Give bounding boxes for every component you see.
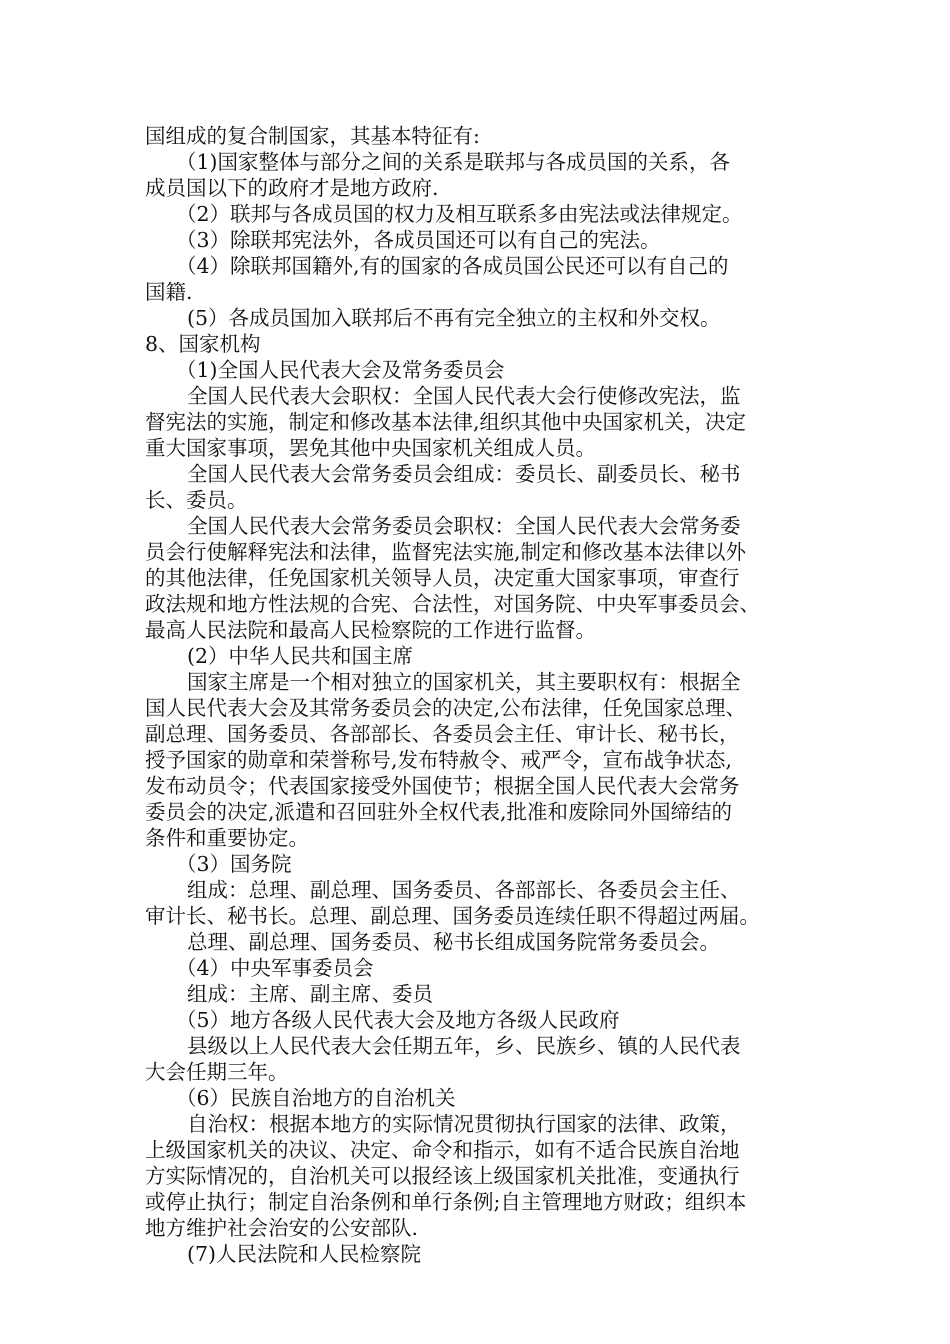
subsection-heading: （5）地方各级人民代表大会及地方各级人民政府 bbox=[176, 1008, 620, 1032]
text-line: 重大国家事项，罢免其他中央国家机关组成人员。 bbox=[145, 436, 596, 460]
text-line: （2）联邦与各成员国的权力及相互联系多由宪法或法律规定。 bbox=[176, 202, 743, 226]
subsection-heading: (7)人民法院和人民检察院 bbox=[187, 1242, 422, 1266]
text-line: 方实际情况的，自治机关可以报经该上级国家机关批准，变通执行 bbox=[145, 1164, 740, 1188]
text-line: 条件和重要协定。 bbox=[145, 826, 309, 850]
text-line: （3）除联邦宪法外，各成员国还可以有自己的宪法。 bbox=[176, 228, 661, 252]
section-heading: 8、国家机构 bbox=[145, 332, 261, 356]
text-line: （4）除联邦国籍外,有的国家的各成员国公民还可以有自己的 bbox=[176, 254, 729, 278]
text-line: 或停止执行；制定自治条例和单行条例;自主管理地方财政；组织本 bbox=[145, 1190, 747, 1214]
text-line: 最高人民法院和最高人民检察院的工作进行监督。 bbox=[145, 618, 596, 642]
text-line: 成员国以下的政府才是地方政府. bbox=[145, 176, 439, 200]
text-line: 副总理、国务委员、各部部长、各委员会主任、审计长、秘书长， bbox=[145, 722, 740, 746]
text-line: 督宪法的实施，制定和修改基本法律,组织其他中央国家机关，决定 bbox=[145, 410, 747, 434]
text-line: 授予国家的勋章和荣誉称号,发布特赦令、戒严令，宣布战争状态, bbox=[145, 748, 733, 772]
text-line: 自治权：根据本地方的实际情况贯彻执行国家的法律、政策， bbox=[187, 1112, 741, 1136]
text-line: 政法规和地方性法规的合宪、合法性，对国务院、中央军事委员会、 bbox=[145, 592, 760, 616]
text-line: 审计长、秘书长。总理、副总理、国务委员连续任职不得超过两届。 bbox=[145, 904, 760, 928]
text-line: 国人民代表大会及其常务委员会的决定,公布法律，任免国家总理、 bbox=[145, 696, 747, 720]
text-line: 委员会的决定,派遣和召回驻外全权代表,批准和废除同外国缔结的 bbox=[145, 800, 733, 824]
subsection-heading: （4）中央军事委员会 bbox=[176, 956, 374, 980]
text-line: (5）各成员国加入联邦后不再有完全独立的主权和外交权。 bbox=[187, 306, 721, 330]
text-line: 全国人民代表大会职权：全国人民代表大会行使修改宪法，监 bbox=[187, 384, 741, 408]
subsection-heading: （6）民族自治地方的自治机关 bbox=[176, 1086, 456, 1110]
text-line: 全国人民代表大会常务委员会职权：全国人民代表大会常务委 bbox=[187, 514, 741, 538]
subsection-heading: （3）国务院 bbox=[176, 852, 292, 876]
text-line: 国家主席是一个相对独立的国家机关，其主要职权有：根据全 bbox=[187, 670, 741, 694]
text-line: 上级国家机关的决议、决定、命令和指示，如有不适合民族自治地 bbox=[145, 1138, 740, 1162]
text-line: 总理、副总理、国务委员、秘书长组成国务院常务委员会。 bbox=[187, 930, 720, 954]
text-line: 地方维护社会治安的公安部队. bbox=[145, 1216, 419, 1240]
text-line: 大会任期三年。 bbox=[145, 1060, 289, 1084]
text-line: （1)国家整体与部分之间的关系是联邦与各成员国的关系，各 bbox=[176, 150, 731, 174]
subsection-heading: (2）中华人民共和国主席 bbox=[187, 644, 414, 668]
text-line: 的其他法律，任免国家机关领导人员，决定重大国家事项，审查行 bbox=[145, 566, 740, 590]
text-line: 国籍. bbox=[145, 280, 193, 304]
text-line: 发布动员令；代表国家接受外国使节；根据全国人民代表大会常务 bbox=[145, 774, 740, 798]
text-line: 国组成的复合制国家，其基本特征有: bbox=[145, 124, 480, 148]
text-line: 县级以上人民代表大会任期五年，乡、民族乡、镇的人民代表 bbox=[187, 1034, 741, 1058]
text-line: 员会行使解释宪法和法律，监督宪法实施,制定和修改基本法律以外 bbox=[145, 540, 747, 564]
text-line: 全国人民代表大会常务委员会组成：委员长、副委员长、秘书 bbox=[187, 462, 741, 486]
text-line: 组成：总理、副总理、国务委员、各部部长、各委员会主任、 bbox=[187, 878, 741, 902]
subsection-heading: （1)全国人民代表大会及常务委员会 bbox=[176, 358, 505, 382]
text-line: 组成：主席、副主席、委员 bbox=[187, 982, 433, 1006]
text-line: 长、委员。 bbox=[145, 488, 248, 512]
